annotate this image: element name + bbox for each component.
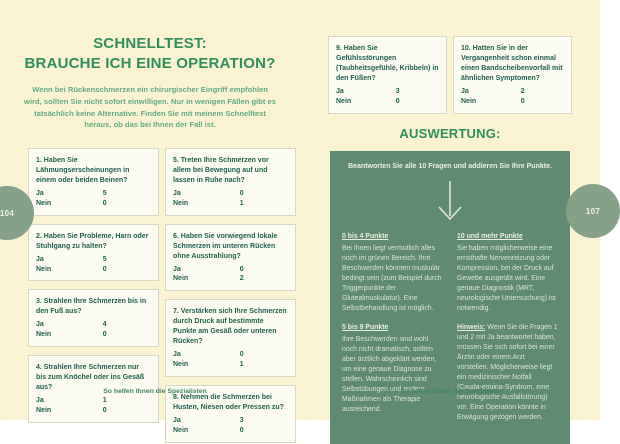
- score-section-heading: 0 bis 4 Punkte: [342, 232, 389, 240]
- answer-label: Nein: [36, 331, 52, 339]
- answer-value: 0: [102, 406, 107, 414]
- answer-label: Nein: [36, 265, 52, 273]
- answer-label: Nein: [36, 406, 52, 414]
- page-number-badge-left: 104: [0, 186, 34, 240]
- score-section-body: Ihre Beschwerden sind wohl noch nicht dramatisch, sollten aber ärztlich abgeklärt werden, um eine genaue Diagnose zu stellen. Wahrscheinlich sind Selbstübungen und andere Maßnahmen als Therapie ausreichend.: [342, 335, 437, 413]
- answer-value: 5: [102, 189, 107, 197]
- question-column-2: [165, 148, 296, 443]
- score-columns: [342, 232, 558, 432]
- answer-value: 3: [239, 416, 244, 424]
- score-column-right: [457, 232, 558, 432]
- answer-row-ja: [173, 416, 288, 426]
- answer-row-ja: [36, 320, 151, 330]
- question-card-9: [328, 36, 447, 114]
- answer-row-ja: [36, 396, 151, 406]
- answer-row-nein: [336, 97, 439, 107]
- answer-value: 0: [239, 265, 244, 273]
- answer-value: 0: [395, 97, 400, 105]
- answer-label: Ja: [36, 397, 44, 404]
- answer-row-nein: [461, 97, 564, 107]
- answer-value: 0: [102, 199, 107, 207]
- answer-label: Ja: [36, 255, 44, 263]
- question-text: 8. Nehmen die Schmerzen bei Husten, Niesen oder Pressen zu?: [173, 394, 284, 411]
- question-column-1: [28, 148, 159, 443]
- answer-row-ja: [36, 189, 151, 199]
- score-section-hinweis: [457, 323, 558, 423]
- question-text: 3. Strahlen Ihre Schmerzen bis in den Fuß aus?: [36, 298, 147, 316]
- question-text: 5. Treten Ihre Schmerzen vor allem bei Bewegung auf und lassen in Ruhe nach?: [173, 157, 269, 184]
- answer-label: Nein: [461, 97, 477, 105]
- question-card-3: [28, 289, 159, 347]
- answer-value: 0: [239, 426, 244, 434]
- answer-label: Ja: [336, 87, 344, 95]
- score-column-left: [342, 232, 443, 432]
- question-row-top: [328, 36, 572, 114]
- answer-value: 0: [102, 331, 107, 339]
- page-title-line2: BRAUCHE ICH EINE OPERATION?: [24, 54, 276, 72]
- answer-label: Ja: [36, 189, 44, 197]
- score-box-lead: Beantworten Sie alle 10 Fragen und addieren Sie Ihre Punkte.: [348, 163, 552, 170]
- page-number-badge-right: 107: [566, 184, 620, 238]
- answer-row-ja: [336, 87, 439, 97]
- answer-label: Ja: [36, 321, 44, 329]
- score-section-body: Wenn Sie die Fragen 1 und 2 mit Ja beantwortet haben, müssen Sie sich sofort bei einer Ärztin oder einem Arzt vorstellen. Möglicherweise liegt ein medizinischer Notfall (Cauda-equina-Syndrom, eine neurologische Ausfallstörung) vor. Eine Operation könnte in Erwägung gezogen werden.: [457, 323, 558, 421]
- answer-row-nein: [173, 426, 288, 436]
- answer-row-nein: [36, 265, 151, 275]
- score-section-body: Bei Ihnen liegt vermutlich alles noch im grünen Bereich. Ihre Beschwerden könnten muskulär bedingt sein (zum Beispiel durch Triggerpunkte der Glutealmuskulatur). Eine Selbstbehandlung ist möglich.: [342, 244, 442, 312]
- answer-row-ja: [173, 189, 288, 199]
- answer-row-nein: [36, 406, 151, 416]
- answer-value: 0: [239, 351, 244, 359]
- question-text: 10. Hatten Sie in der Vergangenheit schon einmal einen Bandscheibenvorfall mit ähnlichen Symptomen?: [461, 45, 563, 82]
- answer-value: 1: [102, 397, 107, 404]
- question-text: 9. Haben Sie Gefühlsstörungen (Taubheitsgefühle, Kribbeln) in den Füßen?: [336, 45, 439, 82]
- answer-label: Nein: [173, 361, 189, 369]
- auswertung-title: AUSWERTUNG:: [399, 126, 501, 141]
- question-card-2: [28, 224, 159, 282]
- score-section-heading: Hinweis:: [457, 323, 486, 331]
- question-card-7: [165, 299, 296, 377]
- left-page: [0, 0, 300, 434]
- answer-row-ja: [36, 255, 151, 265]
- answer-value: 2: [520, 87, 525, 95]
- question-grid: [28, 148, 296, 443]
- answer-label: Nein: [173, 275, 189, 283]
- answer-value: 0: [239, 189, 244, 197]
- answer-row-nein: [173, 360, 288, 370]
- answer-row-nein: [36, 330, 151, 340]
- score-section-heading: 5 bis 9 Punkte: [342, 323, 389, 331]
- question-card-6: [165, 224, 296, 292]
- score-section-body: Sie haben möglicherweise eine ernsthafte Nervenreizung oder Kompression, bei der Druck auf Gewebe ausgeübt wird. Eine genaue Diagnostik (MRT, neurologische Untersuchung) ist notwendig.: [457, 244, 556, 312]
- question-text: 1. Haben Sie Lähmungserscheinungen in einem oder beiden Beinen?: [36, 157, 130, 184]
- score-box: [330, 151, 570, 444]
- question-card-10: [453, 36, 572, 114]
- answer-value: 0: [520, 97, 525, 105]
- answer-label: Ja: [173, 351, 181, 359]
- answer-label: Ja: [461, 87, 469, 95]
- answer-row-ja: [173, 350, 288, 360]
- answer-value: 2: [239, 275, 244, 283]
- page-title: [0, 34, 300, 73]
- answer-label: Nein: [36, 199, 52, 207]
- answer-value: 4: [102, 321, 107, 329]
- answer-label: Nein: [173, 426, 189, 434]
- question-text: 2. Haben Sie Probleme, Harn oder Stuhlgang zu halten?: [36, 232, 149, 250]
- right-page: [300, 0, 600, 420]
- question-card-5: [165, 148, 296, 216]
- answer-row-nein: [36, 199, 151, 209]
- question-text: 7. Verstärken sich Ihre Schmerzen durch Druck auf bestimmte Punkte am Gesäß oder unteren Rücken?: [173, 308, 287, 346]
- answer-row-ja: [461, 87, 564, 97]
- footer-left: So helfen Ihnen die Spezialisten: [103, 388, 207, 395]
- answer-label: Ja: [173, 189, 181, 197]
- answer-row-nein: [173, 199, 288, 209]
- question-card-1: [28, 148, 159, 216]
- answer-value: 5: [102, 255, 107, 263]
- question-text: 4. Strahlen Ihre Schmerzen nur bis zum Knöchel oder ins Gesäß aus?: [36, 364, 145, 392]
- page-title-line1: SCHNELLTEST:: [93, 35, 207, 52]
- answer-label: Nein: [173, 199, 189, 207]
- answer-row-nein: [173, 274, 288, 284]
- answer-label: Ja: [173, 265, 181, 273]
- answer-label: Ja: [173, 416, 181, 424]
- score-section-5-9: [342, 323, 443, 415]
- answer-value: 1: [239, 199, 244, 207]
- footer-right: So helfen Ihnen die Spezialisten: [400, 388, 504, 395]
- answer-value: 3: [395, 87, 400, 95]
- answer-value: 0: [102, 265, 107, 273]
- score-section-0-4: [342, 232, 443, 314]
- question-text: 6. Haben Sie vorwiegend lokale Schmerzen im unteren Rücken ohne Ausstrahlung?: [173, 232, 278, 260]
- score-section-heading: 10 und mehr Punkte: [457, 232, 523, 240]
- down-arrow-icon: [342, 180, 558, 222]
- intro-paragraph: Wenn bei Rückenschmerzen ein chirurgischer Eingriff empfohlen wird, sollten Sie nicht sofort einwilligen. Nur in wenigen Fällen gibt es tatsächlich keine Alternative. Finden Sie mit meinem Schnelltest heraus, ob das bei Ihnen der Fall ist.: [24, 85, 276, 130]
- answer-label: Nein: [336, 97, 352, 105]
- answer-value: 1: [239, 361, 244, 369]
- score-section-10-plus: [457, 232, 558, 314]
- answer-row-ja: [173, 265, 288, 275]
